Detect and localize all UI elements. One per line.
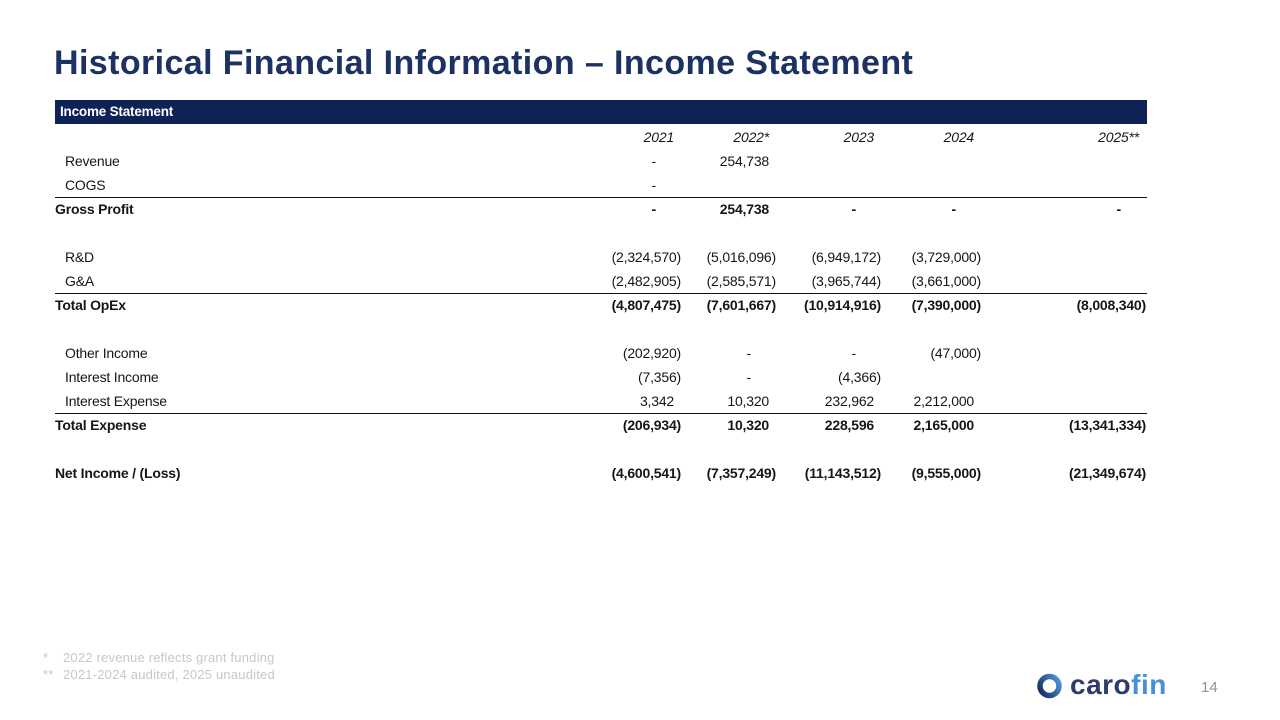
table-row (55, 173, 1147, 197)
cell-col-1: (2,324,570) (611, 249, 681, 265)
footnote-text: 2021-2024 audited, 2025 unaudited (63, 666, 275, 682)
cell-col-4: (3,661,000) (911, 272, 981, 289)
cell-col-2: - (746, 345, 751, 361)
footnote (43, 650, 275, 667)
income-statement-table (55, 125, 1147, 485)
cell-col-2: (7,601,667) (682, 293, 777, 317)
cell-col-3: (3,965,744) (811, 272, 881, 289)
cell-col-3: 232,962 (824, 392, 874, 409)
year-header-row (55, 125, 1147, 149)
cell-col-3: (10,914,916) (777, 293, 882, 317)
row-label: Revenue (65, 153, 120, 169)
cell-col-3 (777, 173, 882, 197)
cell-col-3: (4,366) (838, 369, 881, 385)
cell-col-4: (47,000) (930, 345, 981, 361)
row-label: Interest Income (65, 369, 159, 385)
cell-col-3 (777, 149, 882, 173)
cell-col-2: 254,738 (682, 197, 777, 221)
cell-col-2: (5,016,096) (706, 249, 776, 265)
spacer-cell (55, 437, 1147, 461)
cell-col-4: - (882, 197, 982, 221)
table-body (55, 149, 1147, 485)
page-title: Historical Financial Information – Income Statement (54, 44, 914, 82)
cell-col-1: (206,934) (515, 413, 682, 437)
row-label: Net Income / (Loss) (55, 465, 181, 481)
wordmark-caro: caro (1070, 669, 1132, 700)
cell-col-3: - (851, 345, 856, 361)
cell-col-5 (982, 173, 1147, 197)
cell-col-4: (3,729,000) (911, 249, 981, 265)
cell-col-5 (982, 341, 1147, 365)
cell-col-3: (11,143,512) (804, 465, 881, 481)
cell-col-2 (682, 173, 777, 197)
table-row (55, 245, 1147, 269)
spacer-cell (55, 221, 1147, 245)
table-row (55, 197, 1147, 221)
cell-col-5 (982, 389, 1147, 413)
table-title-bar (55, 100, 1147, 124)
col-header-3: 2023 (843, 129, 874, 145)
col-header-2: 2022* (733, 129, 769, 145)
cell-col-4: 2,165,000 (882, 413, 982, 437)
cell-col-5 (982, 149, 1147, 173)
cell-col-2: 10,320 (682, 413, 777, 437)
table-title-label: Income Statement (60, 104, 174, 119)
cell-col-2: - (746, 369, 751, 385)
cell-col-2: 254,738 (719, 153, 769, 169)
table-row (55, 365, 1147, 389)
col-header-5: 2025** (1098, 129, 1139, 145)
table-row (55, 293, 1147, 317)
carofin-logo (1036, 670, 1167, 700)
cell-col-1: - (651, 176, 656, 193)
cell-col-4 (882, 173, 982, 197)
cell-col-1: (4,807,475) (515, 293, 682, 317)
cell-col-5: (21,349,674) (1069, 465, 1146, 481)
spacer-row (55, 317, 1147, 341)
cell-col-4: (7,390,000) (882, 293, 982, 317)
cell-col-5 (982, 365, 1147, 389)
footnotes (43, 650, 275, 683)
cell-col-4 (882, 365, 982, 389)
row-label: Other Income (65, 345, 148, 361)
carofin-wordmark (1070, 670, 1167, 700)
cell-col-5: - (982, 197, 1147, 221)
row-label: Interest Expense (65, 392, 167, 409)
table-row (55, 461, 1147, 485)
spacer-cell (55, 317, 1147, 341)
cell-col-3: - (777, 197, 882, 221)
row-label: R&D (65, 249, 94, 265)
wordmark-fin: fin (1131, 669, 1167, 700)
page-number: 14 (1201, 679, 1218, 696)
cell-col-3: (6,949,172) (811, 249, 881, 265)
footnote-text: 2022 revenue reflects grant funding (63, 650, 275, 665)
cell-col-4: (9,555,000) (911, 465, 981, 481)
cell-col-2: (2,585,571) (706, 272, 776, 289)
cell-col-2: 10,320 (727, 392, 769, 409)
cell-col-2: (7,357,249) (706, 465, 776, 481)
table-row (55, 413, 1147, 437)
cell-col-1: (2,482,905) (611, 272, 681, 289)
row-label: Total Expense (55, 413, 515, 437)
cell-col-4: 2,212,000 (913, 392, 974, 409)
table-row (55, 389, 1147, 413)
cell-col-1: (7,356) (638, 369, 681, 385)
cell-col-1: (4,600,541) (611, 465, 681, 481)
cell-col-5: (13,341,334) (982, 413, 1147, 437)
carofin-ring-icon (1036, 672, 1063, 699)
cell-col-5: (8,008,340) (982, 293, 1147, 317)
cell-col-5 (982, 245, 1147, 269)
footnote-marker: ** (43, 666, 54, 682)
cell-col-1: - (651, 153, 656, 169)
cell-col-4 (882, 149, 982, 173)
cell-col-1: - (515, 197, 682, 221)
spacer-row (55, 221, 1147, 245)
footnote (43, 667, 275, 684)
table-row (55, 149, 1147, 173)
cell-col-5 (982, 269, 1147, 293)
spacer-row (55, 437, 1147, 461)
cell-col-1: (202,920) (622, 345, 681, 361)
year-header-row (55, 125, 1147, 149)
col-header-4: 2024 (943, 129, 974, 145)
col-header-1: 2021 (643, 129, 674, 145)
cell-col-3: 228,596 (777, 413, 882, 437)
footnote-marker: * (43, 650, 49, 665)
table-row (55, 269, 1147, 293)
row-label: Total OpEx (55, 293, 515, 317)
table-row (55, 341, 1147, 365)
cell-col-1: 3,342 (639, 392, 674, 409)
col-header-spacer (55, 125, 515, 149)
row-label: G&A (65, 272, 94, 289)
row-label: COGS (65, 176, 106, 193)
row-label: Gross Profit (55, 197, 515, 221)
